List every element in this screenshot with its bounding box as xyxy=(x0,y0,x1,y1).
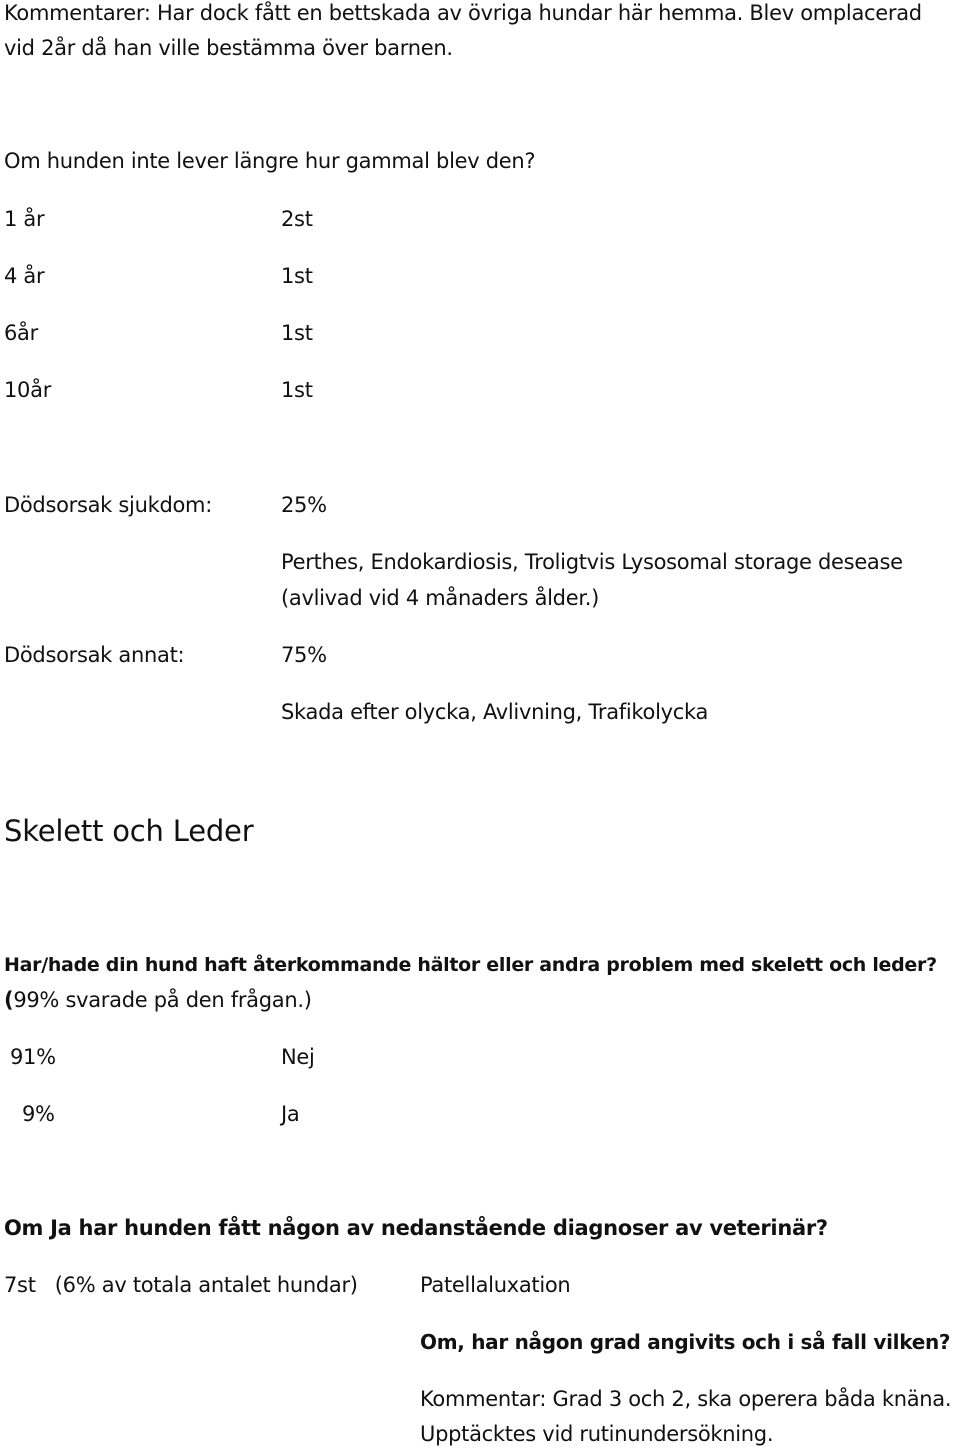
cause-disease-detail-2: (avlivad vid 4 månaders ålder.) xyxy=(281,586,599,610)
age-row-3-age: 6år xyxy=(4,321,38,345)
age-row-2-count: 1st xyxy=(281,264,313,288)
lameness-answer-2-percent: 9% xyxy=(22,1102,55,1126)
cause-other-detail: Skada efter olycka, Avlivning, Trafikolycka xyxy=(281,700,709,724)
grade-question: Om, har någon grad angivits och i så fall vilken? xyxy=(420,1330,951,1354)
diagnosis-name: Patellaluxation xyxy=(420,1273,571,1297)
cause-disease-detail-1: Perthes, Endokardiosis, Troligtvis Lysosomal storage desease xyxy=(281,550,903,574)
cause-disease-label: Dödsorsak sjukdom: xyxy=(4,493,212,517)
grade-comment-line-2: Upptäcktes vid rutinundersökning. xyxy=(420,1422,774,1446)
age-row-2-age: 4 år xyxy=(4,264,45,288)
age-row-4-age: 10år xyxy=(4,378,52,402)
lameness-answer-2-label: Ja xyxy=(281,1102,300,1126)
age-row-3-count: 1st xyxy=(281,321,313,345)
lameness-question-paren: ( xyxy=(4,988,14,1012)
age-row-4-count: 1st xyxy=(281,378,313,402)
diagnosis-question: Om Ja har hunden fått någon av nedanstående diagnoser av veterinär? xyxy=(4,1216,828,1240)
comment-line-1: Kommentarer: Har dock fått en bettskada av övriga hundar här hemma. Blev omplacerad xyxy=(4,1,922,25)
section-heading: Skelett och Leder xyxy=(4,814,254,848)
cause-other-percent: 75% xyxy=(281,643,327,667)
lameness-question-line-2 xyxy=(4,987,312,1013)
grade-comment-line-1: Kommentar: Grad 3 och 2, ska operera båda knäna. xyxy=(420,1387,952,1411)
lameness-answer-1-percent: 91% xyxy=(10,1045,56,1069)
age-row-1-age: 1 år xyxy=(4,207,45,231)
diagnosis-count: 7st (6% av totala antalet hundar) xyxy=(4,1273,358,1297)
comment-line-2: vid 2år då han ville bestämma över barnen. xyxy=(4,36,453,60)
cause-other-label: Dödsorsak annat: xyxy=(4,643,185,667)
age-row-1-count: 2st xyxy=(281,207,313,231)
lameness-answer-1-label: Nej xyxy=(281,1045,315,1069)
cause-disease-percent: 25% xyxy=(281,493,327,517)
lameness-question-line-1: Har/hade din hund haft återkommande hältor eller andra problem med skelett och leder? xyxy=(4,954,937,976)
age-question: Om hunden inte lever längre hur gammal blev den? xyxy=(4,149,536,173)
lameness-question-response-rate: 99% svarade på den frågan.) xyxy=(13,988,312,1012)
